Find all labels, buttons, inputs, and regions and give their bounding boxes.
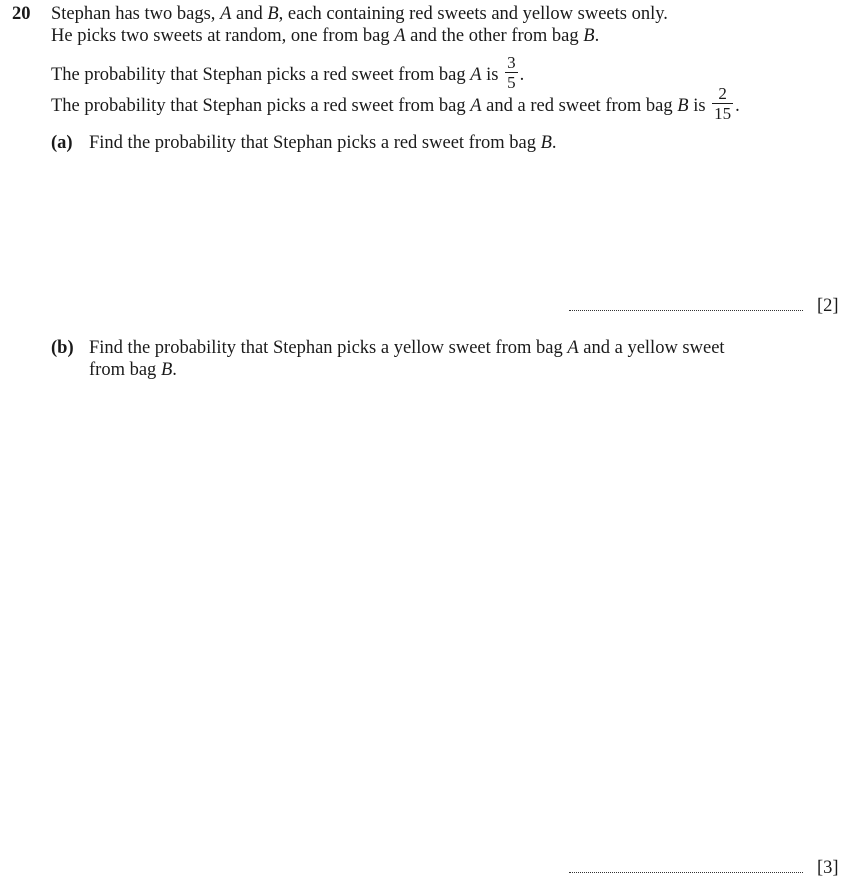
stem-line-1: Stephan has two bags, A and B, each containing red sweets and yellow sweets only. (51, 4, 668, 24)
part-b-question: (b) Find the probability that Stephan picks a yellow sweet from bag A and a yellow sweet (51, 338, 725, 358)
fraction-two-fifteenths: $\frac{2}{15}$ (714, 84, 732, 123)
stem-line-2: He picks two sweets at random, one from bag A and the other from bag B. (51, 26, 600, 46)
part-b-marks: [3] (817, 858, 839, 878)
part-a-marks: [2] (817, 296, 839, 316)
part-b-label: (b) (51, 338, 74, 358)
part-a-label: (a) (51, 133, 73, 153)
part-b-answer-line[interactable] (569, 858, 803, 873)
part-a-question: (a) Find the probability that Stephan picks a red sweet from bag B. (51, 133, 557, 153)
part-a-answer-line[interactable] (569, 296, 803, 311)
question-number: 20 (12, 4, 31, 24)
stem-line-4: The probability that Stephan picks a red sweet from bag A and a red sweet from bag B is $\frac{2}{15}$ . (51, 84, 740, 123)
part-b-question-line-2: from bag B. (89, 360, 177, 380)
part-a-answer (569, 295, 839, 317)
fraction-three-fifths: $\frac{3}{5}$ (507, 53, 516, 92)
stem-line-3: The probability that Stephan picks a red sweet from bag A is $\frac{3}{5}$ . (51, 53, 525, 92)
part-b-answer (569, 857, 839, 879)
